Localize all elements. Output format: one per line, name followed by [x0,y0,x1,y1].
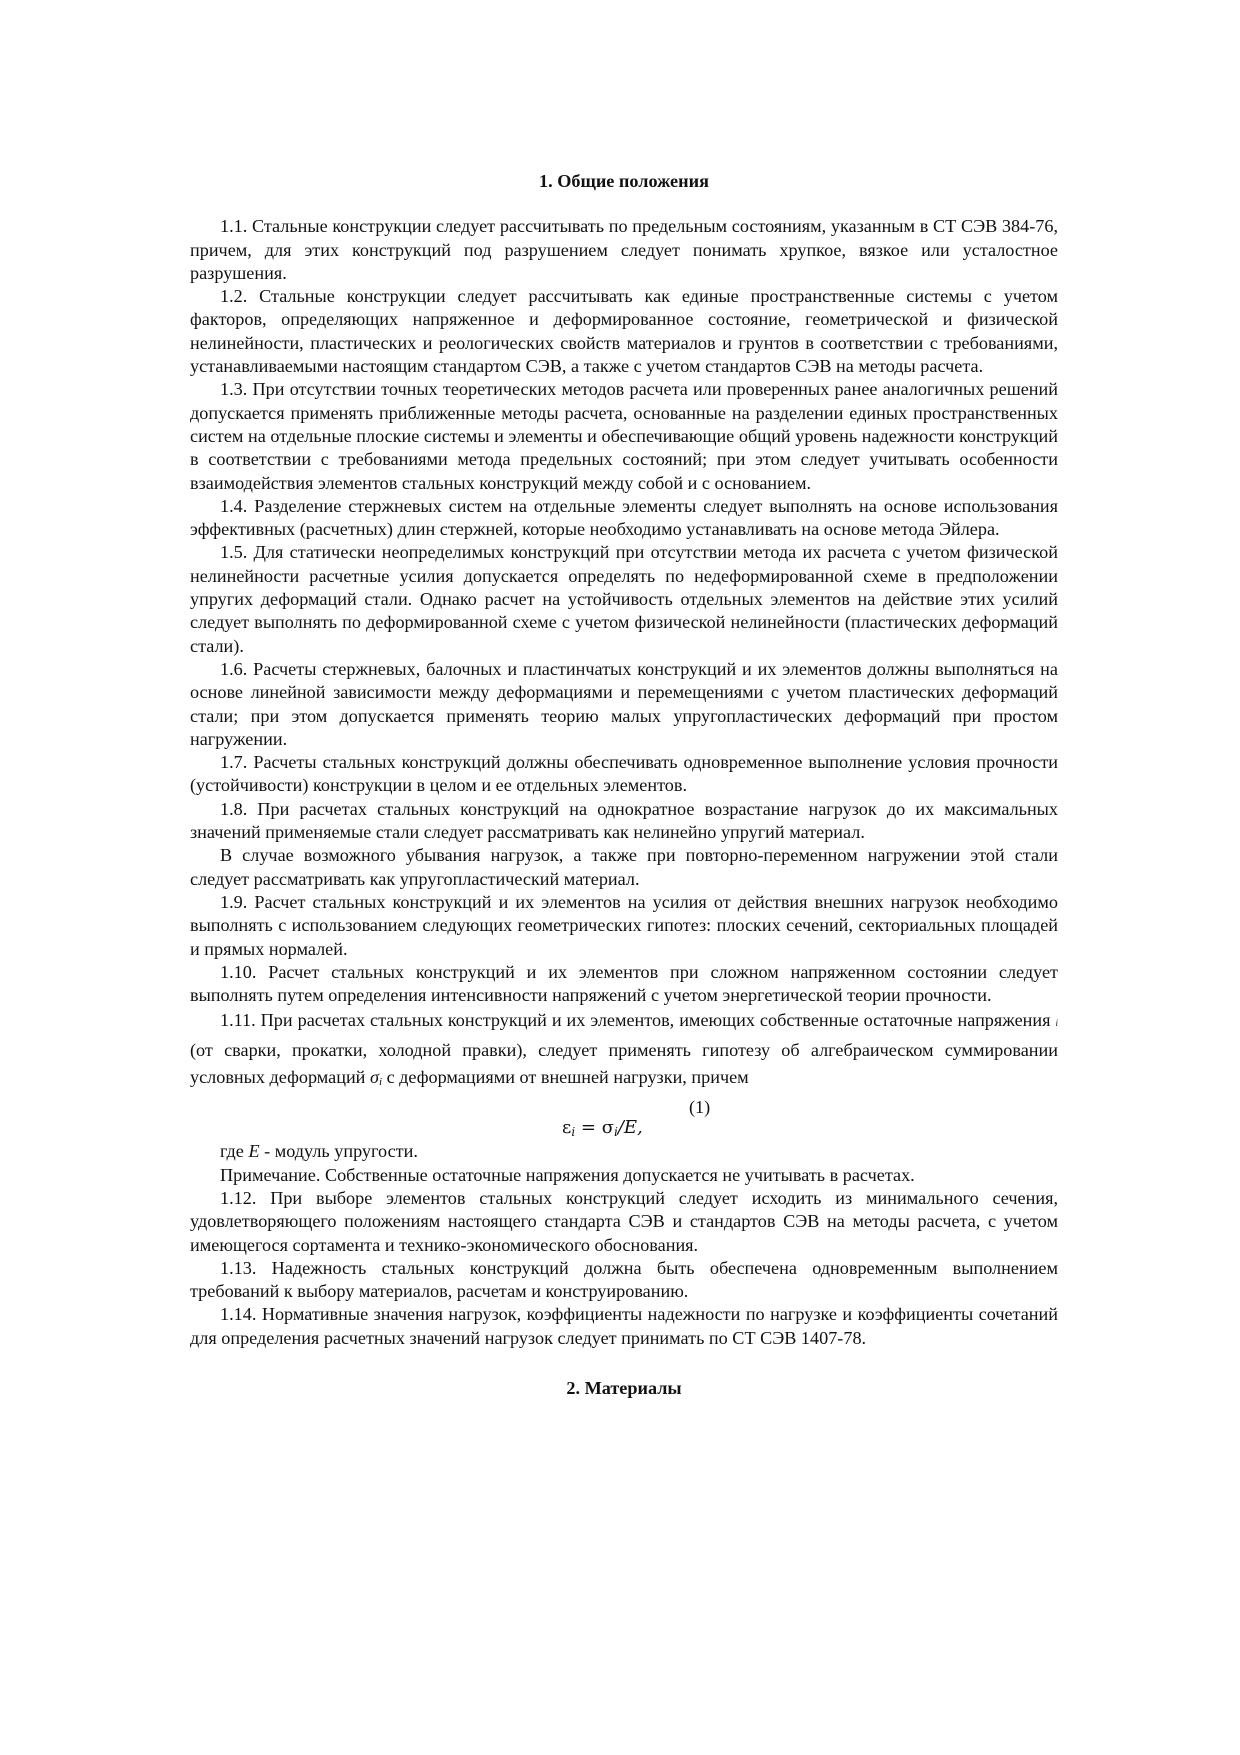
formula-1 [190,1096,1058,1140]
paragraph-1-11 [190,1007,1058,1096]
sigma-symbol [370,1067,382,1087]
paragraph-1-9: 1.9. Расчет стальных конструкций и их элементов на усилия от действия внешних нагрузок необходимо выполнять с использованием следующих геометрических гипотез: плоских сечений, секториальных площадей и прямых нормалей. [190,891,1058,959]
paragraph-1-7: 1.7. Расчеты стальных конструкций должны обеспечивать одновременное выполнение условия прочности (устойчивости) конструкции в целом и ее отдельных элементов. [190,752,1058,796]
paragraph-1-12: 1.12. При выборе элементов стальных конструкций следует исходить из минимального сечения, удовлетворяющего положениям настоящего стандарта СЭВ и стандартов СЭВ на методы расчета, с учетом имеющегося сортамента и технико-экономического обоснования. [190,1187,1058,1255]
document-page [190,170,1058,1400]
formula-equals-sigma: = σ [575,1117,614,1139]
formula-epsilon: ε [562,1117,572,1139]
paragraph-1-11-part-c: с деформациями от внешней нагрузки, причем [386,1067,749,1088]
paragraph-1-5: 1.5. Для статически неопределимых конструкций при отсутствии метода их расчета с учетом физической нелинейности расчетные усилия допускается определять по недеформированной схеме в предположении упругих деформаций стали. Однако расчет на устойчивость отдельных элементов на действие этих усилий следует выполнять по деформированной схеме с учетом физической нелинейности (пластических деформаций стали). [190,542,1058,656]
note: Примечание. Собственные остаточные напряжения допускается не учитывать в расчетах. [220,1164,915,1185]
paragraph-1-10: 1.10. Расчет стальных конструкций и их элементов при сложном напряженном состоянии следует выполнять путем определения интенсивности напряжений с учетом энергетической теории прочности. [190,961,1058,1006]
sigma-letter: σ [369,1067,379,1088]
paragraph-1-1: 1.1. Стальные конструкции следует рассчитывать по предельным состояниям, указанным в СТ СЭВ 384-76, причем, для этих конструкций под разрушением следует понимать хрупкое, вязкое или усталостное разрушения. [190,216,1058,283]
sigma-subscript: i [378,1076,383,1089]
paragraph-1-2: 1.2. Стальные конструкции следует рассчитывать как единые пространственные системы с учетом факторов, определяющих напряженное и деформированное состояние, геометрической и физической нелинейности, пластических и реологических свойств материалов и грунтов в соответствии с требованиями, устанавливаемыми настоящим стандартом СЭВ, а также с учетом стандартов СЭВ на методы расчета. [190,286,1058,377]
paragraph-1-11-part-b: (от сварки, прокатки, холодной правки), следует применять гипотезу об алгебраическом суммировании условных деформаций [190,1040,1058,1088]
paragraph-1-4: 1.4. Разделение стержневых систем на отдельные элементы следует выполнять на основе использования эффективных (расчетных) длин стержней, которые необходимо устанавливать на основе метода Эйлера. [190,495,1058,540]
formula-sigma-subscript: i [613,1125,618,1140]
paragraph-1-13: 1.13. Надежность стальных конструкций должна быть обеспечена одновременным выполнением требований к выбору материалов, расчетам и конструированию. [190,1257,1058,1302]
formula-expression [562,1116,643,1144]
section-1-title: 1. Общие положения [539,171,709,191]
paragraph-1-8-continued: В случае возможного убывания нагрузок, а также при повторно-переменном нагружении этой стали следует рассматривать как упругопластический материал. [190,845,1058,889]
modulus-symbol: E [248,1141,260,1162]
paragraph-1-14: 1.14. Нормативные значения нагрузок, коэффициенты надежности по нагрузке и коэффициенты сочетаний для определения расчетных значений нагрузок следует принимать по СТ СЭВ 1407-78. [190,1304,1058,1348]
where-definition: - модуль упругости. [264,1141,418,1162]
paragraph-1-11-part-a: 1.11. При расчетах стальных конструкций и их элементов, имеющих собственные остаточные напряжения [220,1010,1051,1031]
section-2-title: 2. Материалы [566,1378,682,1399]
formula-epsilon-subscript: i [571,1125,576,1140]
paragraph-1-8: 1.8. При расчетах стальных конструкций на однократное возрастание нагрузок до их максимальных значений применяемые стали следует рассматривать как нелинейно упругий материал. [190,798,1058,843]
formula-number: (1) [689,1097,711,1118]
residual-stress-symbol: i [1055,1018,1058,1029]
paragraph-1-3: 1.3. При отсутствии точных теоретических методов расчета или проверенных ранее аналогичных решений допускается применять приближенные методы расчета, основанные на разделении единых пространственных систем на отдельные плоские системы и элементы и обеспечивающие общий уровень надежности конструкций в соответствии с требованиями метода предельных состояний; при этом следует учитывать особенности взаимодействия элементов стальных конструкций между собой и с основанием. [190,379,1058,493]
where-text: где [220,1141,244,1162]
formula-tail: /E, [617,1117,643,1139]
paragraph-1-6: 1.6. Расчеты стержневых, балочных и пластинчатых конструкций и их элементов должны выполняться на основе линейной зависимости между деформациями и перемещениями с учетом пластических деформаций стали; при этом допускается применять теорию малых упругопластических деформаций при простом нагружении. [190,658,1058,749]
